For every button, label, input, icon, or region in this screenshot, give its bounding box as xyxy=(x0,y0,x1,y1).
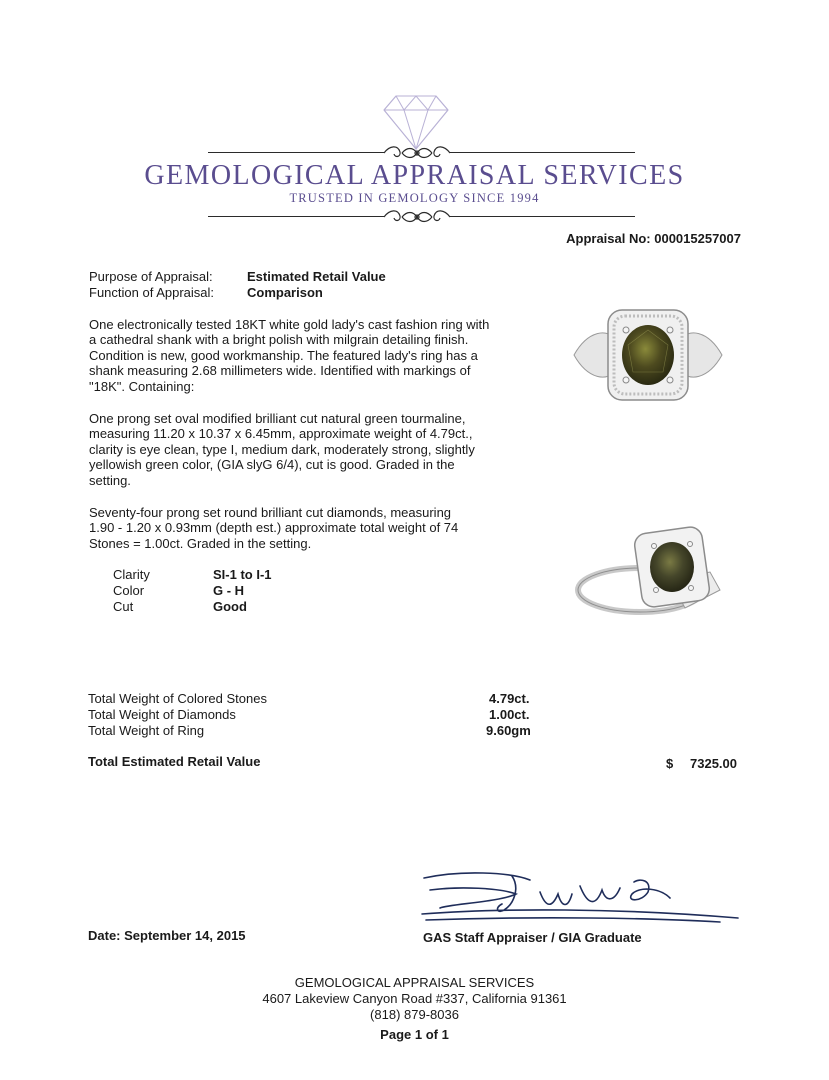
function-label: Function of Appraisal: xyxy=(89,285,215,300)
cut-label: Cut xyxy=(113,599,134,614)
signer-title: GAS Staff Appraiser / GIA Graduate xyxy=(423,930,642,945)
clarity-value: SI-1 to I-1 xyxy=(213,567,272,582)
colored-stones-weight-label: Total Weight of Colored Stones xyxy=(88,691,267,706)
ring-weight-value: 9.60gm xyxy=(486,723,531,738)
diamonds-weight-value: 1.00ct. xyxy=(489,707,530,722)
footer-company: GEMOLOGICAL APPRAISAL SERVICES xyxy=(294,975,535,990)
retail-currency: $ xyxy=(666,756,674,771)
purpose-label: Purpose of Appraisal: xyxy=(89,269,213,284)
header-rule-top-right xyxy=(450,152,635,153)
appraisal-number: Appraisal No: 000015257007 xyxy=(566,231,741,246)
brand-name: GEMOLOGICAL APPRAISAL SERVICES xyxy=(144,160,685,191)
brand-tagline: TRUSTED IN GEMOLOGY SINCE 1994 xyxy=(289,191,540,205)
ring-angled-view-photo xyxy=(570,520,730,630)
appraisal-date: Date: September 14, 2015 xyxy=(88,928,246,943)
color-label: Color xyxy=(113,583,145,598)
tourmaline-description: One prong set oval modified brilliant cut natural green tourmaline, measuring 11.20 x 10.37 x 6.45mm, approximate weight of 4.79ct., clarity is eye clean, type I, medium dark, moderately strong, slightly yellowish green color, (GIA slyG 6/4), cut is good. Graded in the setting. xyxy=(89,411,475,488)
purpose-value: Estimated Retail Value xyxy=(247,269,386,284)
retail-value-label: Total Estimated Retail Value xyxy=(88,754,261,769)
header-rule-bottom-left xyxy=(208,216,384,217)
footer-address: 4607 Lakeview Canyon Road #337, California 91361 xyxy=(262,991,567,1006)
footer-phone: (818) 879-8036 xyxy=(370,1007,459,1022)
diamonds-weight-label: Total Weight of Diamonds xyxy=(88,707,236,722)
retail-value-amount: 7325.00 xyxy=(690,756,737,771)
scroll-ornament-icon xyxy=(380,207,454,227)
signature xyxy=(420,868,740,928)
colored-stones-weight-value: 4.79ct. xyxy=(489,691,530,706)
header-rule-bottom-right xyxy=(450,216,635,217)
page-number: Page 1 of 1 xyxy=(380,1027,449,1042)
ring-top-view-photo xyxy=(568,300,728,410)
header-rule-top-left xyxy=(208,152,384,153)
clarity-label: Clarity xyxy=(113,567,150,582)
cut-value: Good xyxy=(213,599,247,614)
diamonds-description: Seventy-four prong set round brilliant cut diamonds, measuring 1.90 - 1.20 x 0.93mm (depth est.) approximate total weight of 74 Stones = 1.00ct. Graded in the setting. xyxy=(89,505,459,551)
color-value: G - H xyxy=(213,583,245,598)
ring-weight-label: Total Weight of Ring xyxy=(88,723,205,738)
ring-description: One electronically tested 18KT white gold lady's cast fashion ring with a cathedral shank with a bright polish with milgrain detailing finish. Condition is new, good workmanship. The featured lady's ring has a shank measuring 2.68 millimeters wide. Identified with markings of "18K". Containing: xyxy=(89,317,490,394)
function-value: Comparison xyxy=(247,285,323,300)
